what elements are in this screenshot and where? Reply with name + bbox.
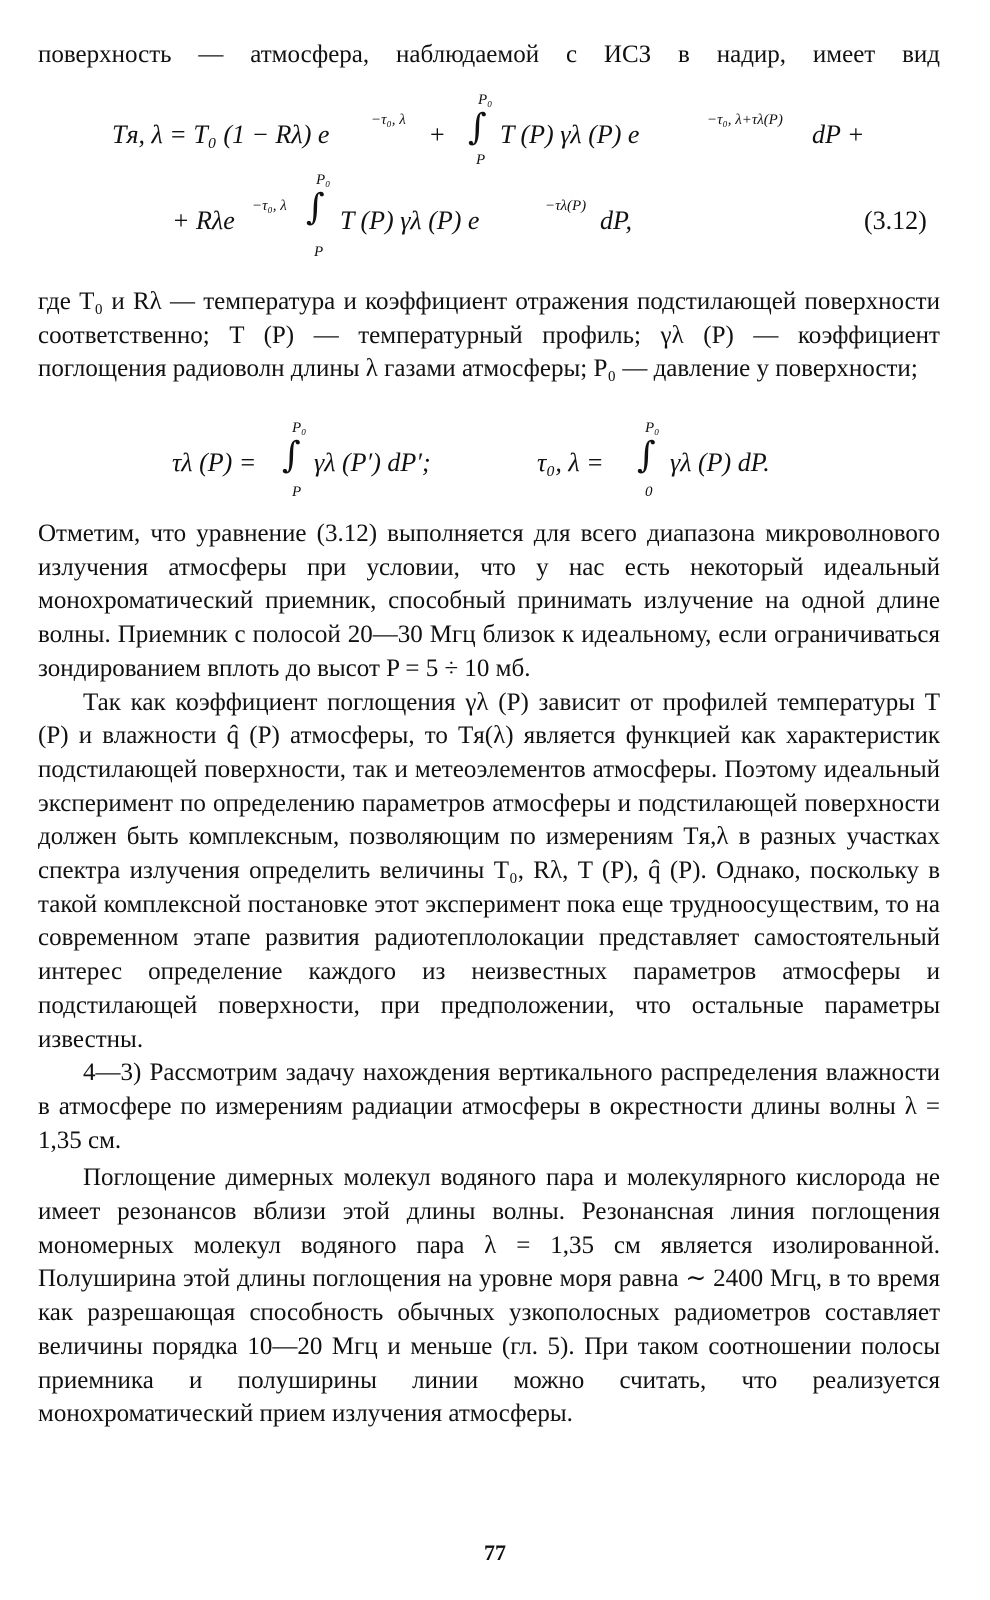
paragraph-note: Отметим, что уравнение (3.12) выполняется для всего диапазона микроволнового излучения атмосферы при условии, что у нас есть некоторый идеальный монохроматический приемник, способный принимать излучение на одной длине волны. Приемник с полосой 20—30 Мгц близок к идеальному, если ограничиваться зондированием вплоть до высот P = 5 ÷ 10 мб.	[38, 520, 940, 682]
eq1-line2-lead: + Rλe	[172, 206, 235, 235]
paragraph-coefficient: Так как коэффициент поглощения γλ (P) зависит от профилей температуры T (P) и влажности q̂ (P) атмосферы, то Tя(λ) является функцией как характеристик подстилающей поверхности, так и метеоэлементов атмосферы. Поэтому идеальный эксперимент по определению параметров атмосферы и подстилающей поверхности должен быть комплексным, позволяющим по измерениям Tя,λ в разных участках спектра излучения определить величины T₀, Rλ, T (P), q̂ (P). Однако, поскольку в такой комплексной постановке этот эксперимент пока еще трудноосуществим, то на современном этапе развития радиотеплолокации представляет самостоятельный интерес определение каждого из неизвестных параметров атмосферы и подстилающей поверхности, при предположении, что остальные параметры известны.	[38, 688, 940, 1053]
eq1-exp2: −τ₀, λ+τλ(P)	[707, 112, 783, 128]
tau-lhs: τλ (P) =	[172, 448, 257, 477]
tau-integral-lower: P	[292, 484, 302, 500]
eq1-line2-integrand: T (P) γλ (P) e	[340, 206, 480, 235]
eq1-line2-tail: dP,	[600, 206, 633, 235]
integral-upper-limit: P₀	[478, 92, 493, 108]
integral2-lower-limit: P	[314, 244, 324, 260]
integral-sign: ∫	[468, 107, 487, 148]
integral-lower-limit: P	[476, 152, 486, 168]
tau-integral-sign: ∫	[282, 435, 301, 476]
integral2-sign: ∫	[306, 187, 325, 228]
definitions-block	[38, 285, 940, 386]
top-line-block	[38, 38, 940, 72]
eq1-tail: dP +	[812, 120, 865, 149]
eq1-lhs: Tя, λ = T₀ (1 − Rλ) e	[112, 120, 330, 149]
tau0-integral-lower: 0	[645, 484, 653, 500]
eq1-line2-exp2: −τλ(P)	[545, 198, 587, 214]
tau0-rhs: γλ (P) dP.	[670, 448, 770, 477]
tau-rhs: γλ (P′) dP′;	[314, 448, 431, 477]
eq1-integrand: T (P) γλ (P) e	[500, 120, 640, 149]
paragraph-intro: поверхность — атмосфера, наблюдаемой с ИСЗ в надир, имеет вид	[38, 41, 940, 68]
eq1-exp1: −τ₀, λ	[371, 112, 406, 128]
paragraph-definitions: где T₀ и Rλ — температура и коэффициент отражения подстилающей поверхности соответственно; T (P) — температурный профиль; γλ (P) — коэффициент поглощения радиоволн длины λ газами атмосферы; P₀ — давление у поверхности;	[38, 288, 940, 383]
tau0-integral-upper: P₀	[645, 420, 660, 436]
tau-integral-upper: P₀	[292, 420, 307, 436]
body-text	[38, 517, 940, 1431]
page-number: 77	[484, 1540, 506, 1565]
eq1-plus: +	[430, 120, 445, 149]
integral2-upper-limit: P₀	[316, 172, 331, 188]
tau0-integral-sign: ∫	[637, 435, 656, 476]
tau0-lhs: τ₀, λ =	[537, 448, 604, 477]
paragraph-absorption: Поглощение димерных молекул водяного пара и молекулярного кислорода не имеет резонансов вблизи этой длины волны. Резонансная линия поглощения мономерных молекул водяного пара λ = 1,35 см является изолированной. Полуширина этой длины поглощения на уровне моря равна ∼ 2400 Мгц, в то время как разрешающая способность обычных узкополосных радиометров составляет величины порядка 10—20 Мгц и меньше (гл. 5). При таком соотношении полосы приемника и полуширины линии можно считать, что реализуется монохроматический прием излучения атмосферы.	[38, 1164, 940, 1428]
eq1-line2-exp1: −τ₀, λ	[252, 198, 287, 214]
equation-number: (3.12)	[864, 206, 927, 235]
paragraph-task: 4—3) Рассмотрим задачу нахождения вертикального распределения влажности в атмосфере по измерениям радиации атмосферы в окрестности длины волны λ = 1,35 см.	[38, 1059, 940, 1154]
